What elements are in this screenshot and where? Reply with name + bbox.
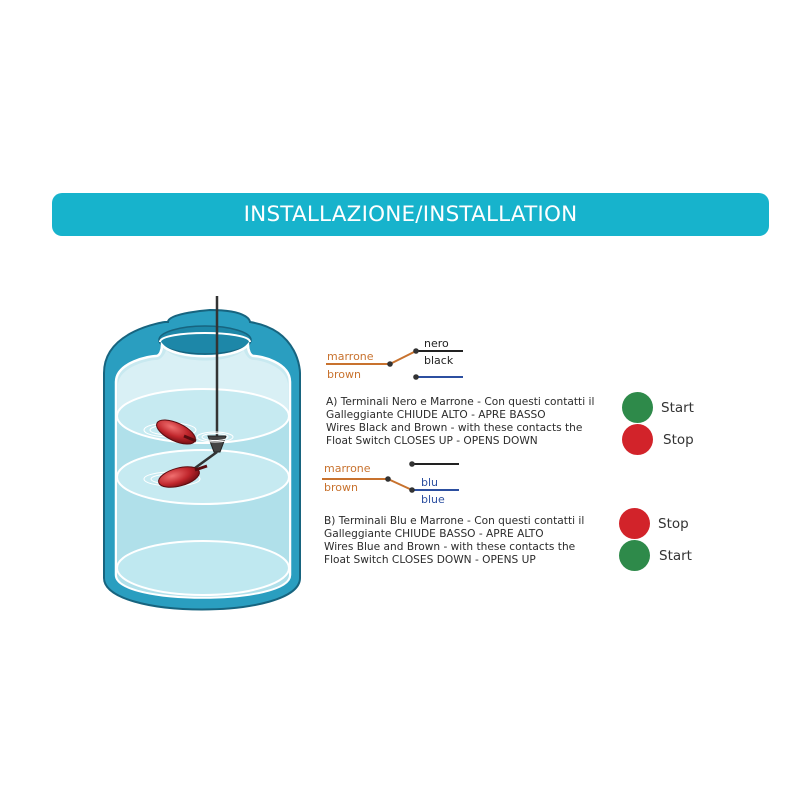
description-a-line: A) Terminali Nero e Marrone - Con questi contatti il (326, 396, 595, 408)
indicator-a-stop (622, 424, 694, 455)
description-a-line: Galleggiante CHIUDE ALTO - APRE BASSO (326, 409, 546, 421)
page-title: INSTALLAZIONE/INSTALLATION (243, 202, 578, 227)
wiring-diagram-b (322, 461, 459, 506)
wire-label-black: black (424, 354, 454, 367)
green-light-icon (619, 540, 650, 571)
indicator-b-stop (619, 508, 689, 539)
wire-label-nero: nero (424, 337, 449, 350)
wire-label-brown-b: brown (324, 481, 358, 494)
tank-neck (159, 326, 251, 354)
wire-label-marrone-b: marrone (324, 462, 371, 475)
description-b-line: B) Terminali Blu e Marrone - Con questi contatti il (324, 515, 585, 527)
description-b-line: Float Switch CLOSES DOWN - OPENS UP (324, 554, 536, 566)
tank-illustration (104, 296, 300, 610)
description-b-line: Galleggiante CHIUDE BASSO - APRE ALTO (324, 528, 544, 540)
description-a-line: Float Switch CLOSES UP - OPENS DOWN (326, 435, 538, 447)
wire-label-blu: blu (421, 476, 439, 489)
indicator-label: Stop (663, 431, 694, 448)
indicator-a-start (622, 392, 694, 423)
indicator-label: Start (659, 547, 692, 564)
wire-label-brown-a: brown (327, 368, 361, 381)
wire-label-marrone-a: marrone (327, 350, 374, 363)
description-a-line: Wires Black and Brown - with these contacts the (326, 422, 583, 434)
wiring-diagram-a (326, 337, 463, 381)
indicator-label: Start (661, 399, 694, 416)
red-light-icon (622, 424, 653, 455)
indicator-label: Stop (658, 515, 689, 532)
description-a (326, 396, 594, 448)
description-b (324, 515, 584, 567)
wire-label-blue: blue (421, 493, 445, 506)
green-light-icon (622, 392, 653, 423)
description-b-line: Wires Blue and Brown - with these contacts the (324, 541, 576, 553)
indicator-b-start (619, 540, 692, 571)
red-light-icon (619, 508, 650, 539)
water-level-high (117, 389, 289, 443)
water-level-low (117, 450, 289, 504)
tank-bottom (117, 541, 289, 595)
